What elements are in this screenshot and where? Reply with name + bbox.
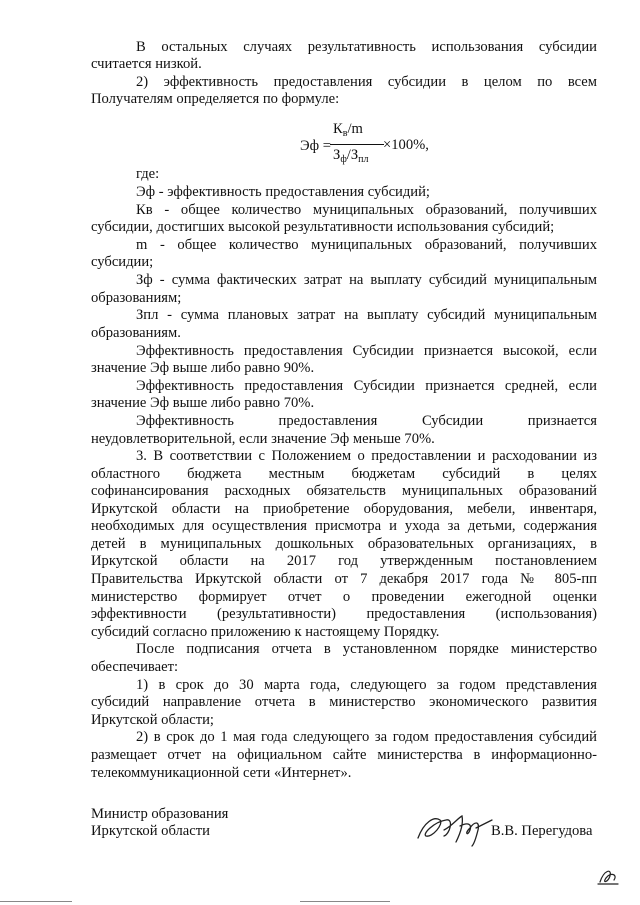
- text-line: Эф - эффективность предоставления субсидий;: [136, 184, 430, 200]
- text-line: Эффективность предоставления Субсидии признается высокой, если: [136, 343, 597, 359]
- text-line: неудовлетворительной, если значение Эф меньше 70%.: [91, 431, 435, 447]
- formula-lhs: Эф =: [300, 138, 331, 154]
- scan-edge-line: [300, 901, 390, 902]
- text-line: где:: [136, 166, 160, 182]
- text-line: Получателям определяется по формуле:: [91, 91, 340, 107]
- text-line: Эффективность предоставления Субсидии признается средней, если: [136, 378, 597, 394]
- text-line: эффективности (результативности) предоставления (использования): [91, 606, 597, 622]
- formula-multiplier: ×100%,: [383, 137, 429, 153]
- text-line: значение Эф выше либо равно 90%.: [91, 360, 315, 376]
- text-line: министерство формирует отчет о проведении ежегодной оценки: [91, 589, 597, 605]
- text-line: Зпл - сумма плановых затрат на выплату субсидий муниципальным: [136, 307, 597, 323]
- text-line: детей в муниципальных дошкольных образовательных организациях, в: [91, 536, 597, 552]
- text-line: 2) в срок до 1 мая года следующего за годом предоставления субсидий: [136, 729, 597, 745]
- text-line: Правительства Иркутской области от 7 декабря 2017 года № 805-пп: [91, 571, 597, 587]
- text-line: m - общее количество муниципальных образований, получивших: [136, 237, 597, 253]
- text-line: субсидий направление отчета в министерство экономического развития: [91, 694, 597, 710]
- text-line: размещает отчет на официальном сайте министерства в информационно-: [91, 747, 597, 763]
- initials-mark: [594, 864, 622, 888]
- text-line: областного бюджета местным бюджетам субсидий в целях: [91, 466, 597, 482]
- text-line: софинансирования расходных обязательств муниципальных образований: [91, 483, 597, 499]
- scan-edge-line: [0, 901, 72, 902]
- text-line: необходимых для осуществления присмотра и ухода за детьми, содержания: [91, 518, 597, 534]
- text-line: 3. В соответствии с Положением о предоставлении и расходовании из: [136, 448, 597, 464]
- signatory-title-line1: Министр образования: [91, 806, 229, 822]
- text-line: В остальных случаях результативность использования субсидии: [136, 39, 597, 55]
- handwritten-signature: [414, 808, 496, 848]
- fraction-bar: [330, 144, 384, 145]
- text-line: субсидии;: [91, 254, 154, 270]
- formula-numerator: $К_в/m$: [333, 121, 363, 139]
- text-line: обеспечивает:: [91, 659, 179, 675]
- text-line: телекоммуникационной сети «Интернет».: [91, 765, 352, 781]
- signatory-title-line2: Иркутской области: [91, 823, 210, 839]
- signatory-name: В.В. Перегудова: [491, 823, 593, 839]
- text-line: считается низкой.: [91, 56, 202, 72]
- text-line: субсидий согласно приложению к настоящему Порядку.: [91, 624, 440, 640]
- text-line: образованиям;: [91, 290, 182, 306]
- text-line: Иркутской области;: [91, 712, 214, 728]
- text-line: После подписания отчета в установленном порядке министерство: [136, 641, 597, 657]
- efficiency-formula: [300, 121, 450, 171]
- text-line: Кв - общее количество муниципальных образований, получивших: [136, 202, 597, 218]
- formula-denominator: $З_ф/З_{пл}$: [333, 147, 369, 165]
- text-line: Иркутской области на приобретение оборудования, мебели, инвентаря,: [91, 501, 597, 517]
- text-line: субсидии, достигших высокой результативности использования субсидий;: [91, 219, 555, 235]
- text-line: Зф - сумма фактических затрат на выплату субсидий муниципальным: [136, 272, 597, 288]
- text-line: образованиям.: [91, 325, 181, 341]
- text-line: значение Эф выше либо равно 70%.: [91, 395, 315, 411]
- text-line: 1) в срок до 30 марта года, следующего за годом представления: [136, 677, 597, 693]
- text-line: 2) эффективность предоставления субсидии в целом по всем: [136, 74, 597, 90]
- text-line: Эффективность предоставления Субсидии признается: [136, 413, 597, 429]
- text-line: Иркутской области на 2017 год утвержденным постановлением: [91, 553, 597, 569]
